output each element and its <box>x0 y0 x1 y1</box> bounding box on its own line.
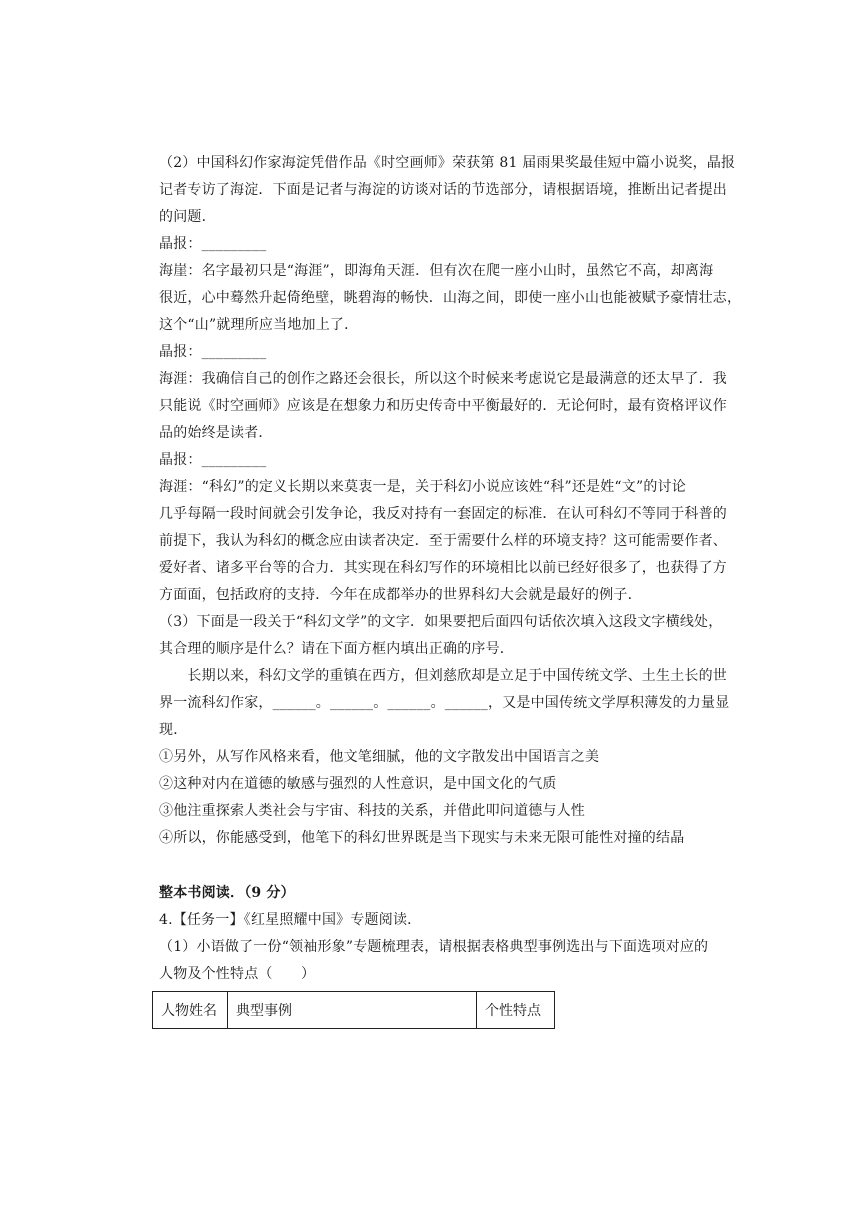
text-line: 海涯：我确信自己的创作之路还会很长，所以这个时候来考虑说它是最满意的还太早了．我 <box>159 371 727 387</box>
text-line: 前提下，我认为科幻的概念应由读者决定．至于需要什么样的环境支持？这可能需要作者、 <box>159 533 727 549</box>
section-title: 整本书阅读．（9 分） <box>159 885 295 901</box>
question-line: 人物及个性特点（ ） <box>159 966 316 982</box>
option-line: ③他注重探索人类社会与宇宙、科技的关系，并借此叩问道德与人性 <box>159 803 585 819</box>
header-cell-name: 人物姓名 <box>153 992 228 1029</box>
text-line: 只能说《时空画师》应该是在想象力和历史传奇中平衡最好的．无论何时，最有资格评议作 <box>159 398 727 414</box>
text-line: 长期以来，科幻文学的重镇在西方，但刘慈欣却是立足于中国传统文学、土生土长的世 <box>159 668 727 684</box>
text-line: 爱好者、诸多平台等的合力．其实现在科幻写作的环境相比以前已经好很多了，也获得了方 <box>159 560 727 576</box>
text-line: 记者专访了海淀．下面是记者与海淀的访谈对话的节选部分，请根据语境，推断出记者提出 <box>159 182 727 198</box>
text-line: 很近，心中蓦然升起倚绝壁，眺碧海的畅快．山海之间，即使一座小山也能被赋予豪情壮志， <box>159 290 742 306</box>
text-line: 晶报：_________ <box>159 344 267 360</box>
text-line: 品的始终是读者． <box>159 425 273 441</box>
text-line: 现． <box>159 722 188 738</box>
text-line: 几乎每隔一段时间就会引发争论，我反对持有一套固定的标准．在认可科幻不等同于科普的 <box>159 506 727 522</box>
header-cell-trait: 个性特点 <box>477 992 555 1029</box>
task-heading: 4.【任务一】《红星照耀中国》专题阅读． <box>159 912 422 928</box>
header-cell-example: 典型事例 <box>228 992 477 1029</box>
text-line: 界一流科幻作家，______。______。______。______，又是中国传统文学厚积薄发的力量显 <box>159 695 730 711</box>
text-line: （3）下面是一段关于“科幻文学”的文字．如果要把后面四句话依次填入这段文字横线处， <box>159 614 723 630</box>
text-line: （2）中国科幻作家海淀凭借作品《时空画师》荣获第 81 届雨果奖最佳短中篇小说奖，晶报 <box>159 155 736 171</box>
text-line: 晶报：_________ <box>159 452 267 468</box>
text-line: 海崖：名字最初只是“海涯”，即海角天涯．但有次在爬一座小山时，虽然它不高，却离海 <box>159 263 714 279</box>
question-line: （1）小语做了一份“领袖形象”专题梳理表，请根据表格典型事例选出与下面选项对应的 <box>159 939 709 955</box>
text-line: 海涯：“科幻”的定义长期以来莫衷一是，关于科幻小说应该姓“科”还是姓“文”的讨论 <box>159 479 686 495</box>
option-line: ④所以，你能感受到，他笔下的科幻世界既是当下现实与未来无限可能性对撞的结晶 <box>159 830 685 846</box>
text-line: 方面面，包括政府的支持．今年在成都举办的世界科幻大会就是最好的例子． <box>159 587 642 603</box>
summary-table <box>152 991 555 1029</box>
table-header-row <box>153 992 555 1029</box>
text-line: 其合理的顺序是什么？请在下面方框内填出正确的序号． <box>159 641 514 657</box>
text-line: 的问题． <box>159 209 216 225</box>
option-line: ②这种对内在道德的敏感与强烈的人性意识，是中国文化的气质 <box>159 776 557 792</box>
text-line: 晶报：_________ <box>159 236 267 252</box>
option-line: ①另外，从写作风格来看，他文笔细腻，他的文字散发出中国语言之美 <box>159 749 600 765</box>
text-line: 这个“山”就理所应当地加上了． <box>159 317 359 333</box>
